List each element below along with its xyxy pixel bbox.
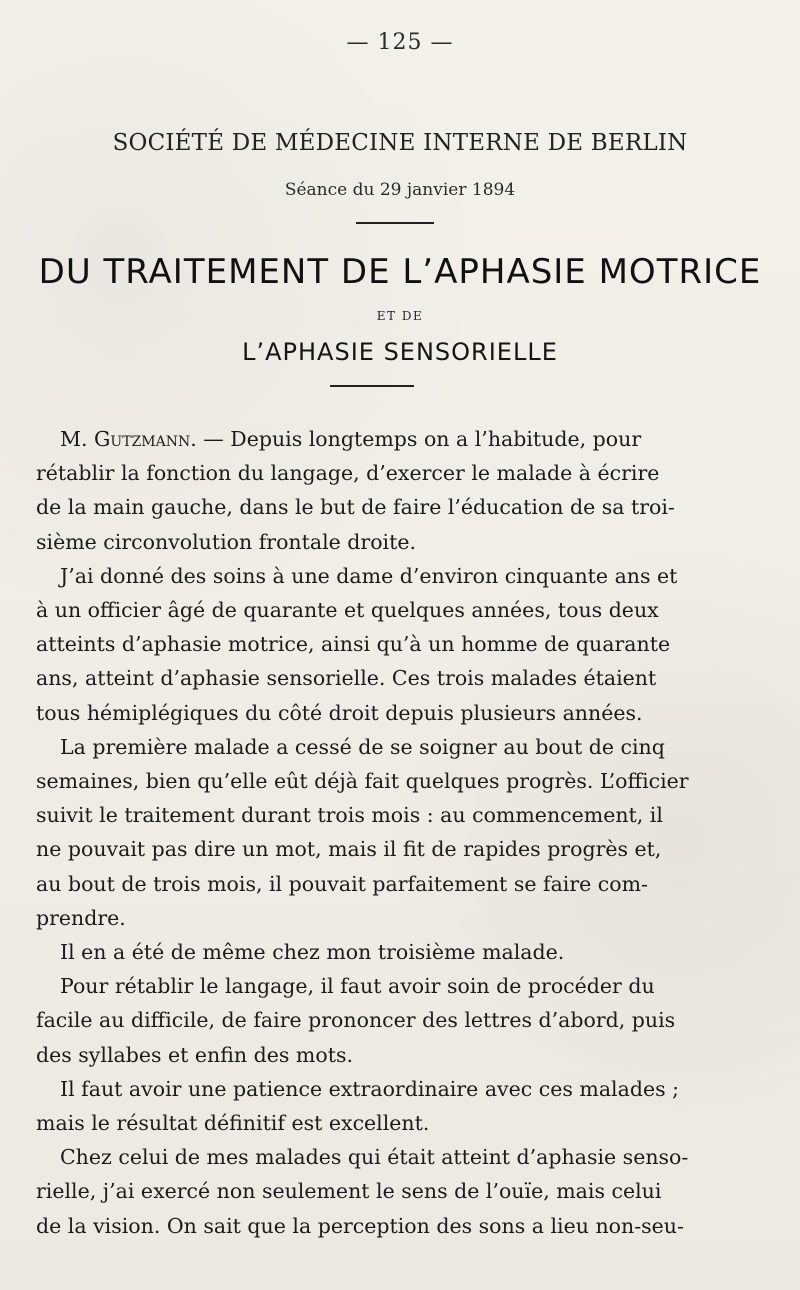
paragraph-6 [36,1072,712,1140]
paragraph-line: mais le résultat définitif est excellent. [36,1111,430,1136]
session-date: Séance du 29 janvier 1894 [284,180,516,200]
subtitle: L’APHASIE SENSORIELLE [242,338,558,366]
paragraph-line: ne pouvait pas dire un mot, mais il fit de rapides progrès et, [36,837,662,862]
paragraph-2 [36,559,712,730]
paragraph-line [36,422,712,456]
paragraph-3 [36,730,712,935]
paragraph-7 [36,1140,712,1243]
paragraph-line: Il faut avoir une patience extraordinaire avec ces malades ; [60,1076,680,1101]
paragraph-line: sième circonvolution frontale droite. [36,529,417,554]
paragraph-line: La première malade a cessé de se soigner au bout de cinq [60,734,665,759]
paragraph-line: Chez celui de mes malades qui était atteint d’aphasie senso- [60,1145,689,1170]
paragraph-4 [36,935,712,969]
paragraph-line: des syllabes et enfin des mots. [36,1042,353,1067]
paragraph-line: rielle, j’ai exercé non seulement le sens de l’ouïe, mais celui [36,1179,662,1204]
page-number: — 125 — [346,30,454,55]
main-title: DU TRAITEMENT DE L’APHASIE MOTRICE [38,252,762,292]
paragraph-line: prendre. [36,905,126,930]
article-body [36,422,712,1243]
paragraph-line: au bout de trois mois, il pouvait parfaitement se faire com- [36,871,648,896]
speaker-name: M. Gutzmann. [60,427,197,451]
paragraph-line: facile au difficile, de faire prononcer des lettres d’abord, puis [36,1008,676,1033]
paragraph-line-text: — Depuis longtemps on a l’habitude, pour [196,427,642,451]
paragraph-line: à un officier âgé de quarante et quelques années, tous deux [36,598,659,623]
top-divider [356,222,434,224]
paragraph-line: de la main gauche, dans le but de faire l’éducation de sa troi- [36,495,675,520]
paragraph-5 [36,969,712,1072]
paragraph-line: de la vision. On sait que la perception des sons a lieu non-seu- [36,1213,684,1238]
society-heading: SOCIÉTÉ DE MÉDECINE INTERNE DE BERLIN [112,130,688,156]
paragraph-line: J’ai donné des soins à une dame d’environ cinquante ans et [60,563,678,588]
paragraph-line: tous hémiplégiques du côté droit depuis plusieurs années. [36,700,643,725]
title-conjunction: ET DE [376,309,424,323]
paragraph-1 [36,422,712,559]
paragraph-line: Pour rétablir le langage, il faut avoir soin de procéder du [60,974,655,999]
paragraph-line: atteints d’aphasie motrice, ainsi qu’à un homme de quarante [36,632,671,657]
paragraph-line: ans, atteint d’aphasie sensorielle. Ces trois malades étaient [36,666,657,691]
paragraph-line: rétablir la fonction du langage, d’exercer le malade à écrire [36,461,660,486]
bottom-divider [330,385,414,387]
paragraph-line: Il en a été de même chez mon troisième malade. [60,940,565,965]
paragraph-line: suivit le traitement durant trois mois : au commencement, il [36,803,663,828]
paragraph-line: semaines, bien qu’elle eût déjà fait quelques progrès. L’officier [36,769,689,794]
